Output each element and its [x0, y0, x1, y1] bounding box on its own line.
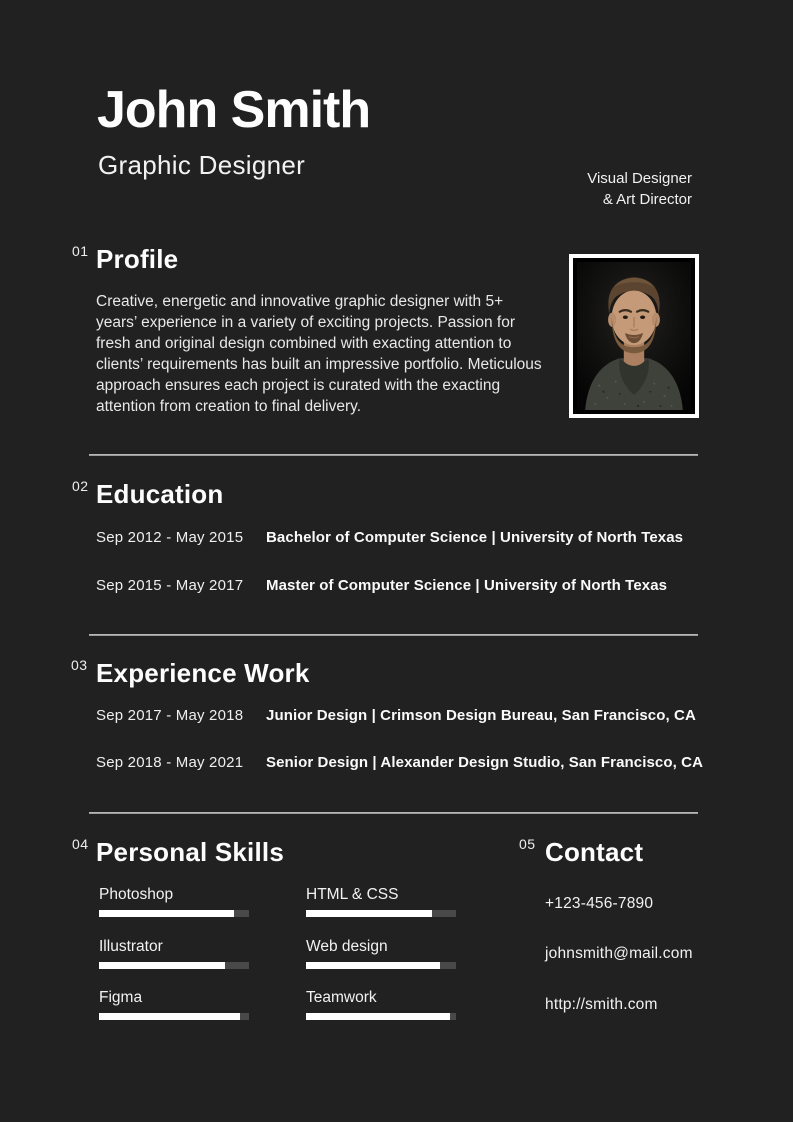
skill-item: [99, 886, 249, 917]
education-dates: Sep 2012 - May 2015: [96, 529, 244, 546]
section-divider: [89, 454, 698, 456]
skill-label: Web design: [306, 938, 388, 955]
section-number-education: 02: [72, 478, 89, 494]
education-item: [96, 577, 716, 599]
side-title-line2: & Art Director: [602, 191, 692, 208]
profile-summary: Creative, energetic and innovative graphic designer with 5+ years’ experience in a variety of exciting projects. Passion for fresh and original design combined with exacting attention to clients’ requirements has built an impressive portfolio. Meticulous approach ensures each project is curated with the exacting attention from creation to final delivery.: [96, 293, 542, 415]
section-divider: [89, 634, 698, 636]
contact-website: http://smith.com: [545, 996, 658, 1013]
section-number-profile: 01: [72, 243, 89, 259]
experience-description: Senior Design | Alexander Design Studio, San Francisco, CA: [266, 754, 704, 771]
skill-label: Photoshop: [99, 886, 174, 903]
skill-label: Illustrator: [99, 938, 163, 955]
section-number-contact: 05: [519, 836, 536, 852]
section-heading-skills: Personal Skills: [96, 837, 284, 867]
section-heading-experience: Experience Work: [96, 658, 310, 688]
job-title: Graphic Designer: [98, 150, 306, 180]
skill-bar: [306, 1013, 456, 1020]
section-heading-profile: Profile: [96, 244, 179, 274]
section-heading-contact: Contact: [545, 837, 644, 867]
skill-bar-fill: [306, 1013, 450, 1020]
education-item: [96, 529, 716, 551]
skill-bar: [306, 962, 456, 969]
skill-bar: [99, 962, 249, 969]
profile-photo: [569, 254, 699, 418]
section-number-skills: 04: [72, 836, 89, 852]
portrait-illustration: [577, 262, 691, 410]
skill-bar-fill: [306, 910, 432, 917]
skill-bar-fill: [306, 962, 440, 969]
section-divider: [89, 812, 698, 814]
skill-bar: [306, 910, 456, 917]
experience-dates: Sep 2018 - May 2021: [96, 754, 244, 771]
skill-label: Figma: [99, 989, 143, 1006]
education-description: Master of Computer Science | University of North Texas: [266, 577, 668, 594]
section-heading-education: Education: [96, 479, 224, 509]
person-name: John Smith: [97, 81, 371, 139]
contact-email: johnsmith@mail.com: [545, 945, 693, 962]
section-number-experience: 03: [71, 657, 88, 673]
skill-item: [306, 886, 456, 917]
skill-bar: [99, 1013, 249, 1020]
skill-item: [99, 938, 249, 969]
experience-dates: Sep 2017 - May 2018: [96, 707, 244, 724]
side-title: [587, 168, 692, 210]
skill-bar-fill: [99, 962, 225, 969]
skill-item: [306, 938, 456, 969]
contact-phone: +123-456-7890: [545, 895, 654, 912]
skill-bar-fill: [99, 910, 234, 917]
side-title-line1: Visual Designer: [587, 170, 692, 187]
experience-item: [96, 754, 716, 776]
education-description: Bachelor of Computer Science | University of North Texas: [266, 529, 684, 546]
education-dates: Sep 2015 - May 2017: [96, 577, 244, 594]
skill-item: [99, 989, 249, 1020]
skill-bar: [99, 910, 249, 917]
skill-label: HTML & CSS: [306, 886, 399, 903]
skill-bar-fill: [99, 1013, 240, 1020]
skill-item: [306, 989, 456, 1020]
experience-item: [96, 707, 716, 729]
experience-description: Junior Design | Crimson Design Bureau, San Francisco, CA: [266, 707, 696, 724]
skill-label: Teamwork: [306, 989, 377, 1006]
